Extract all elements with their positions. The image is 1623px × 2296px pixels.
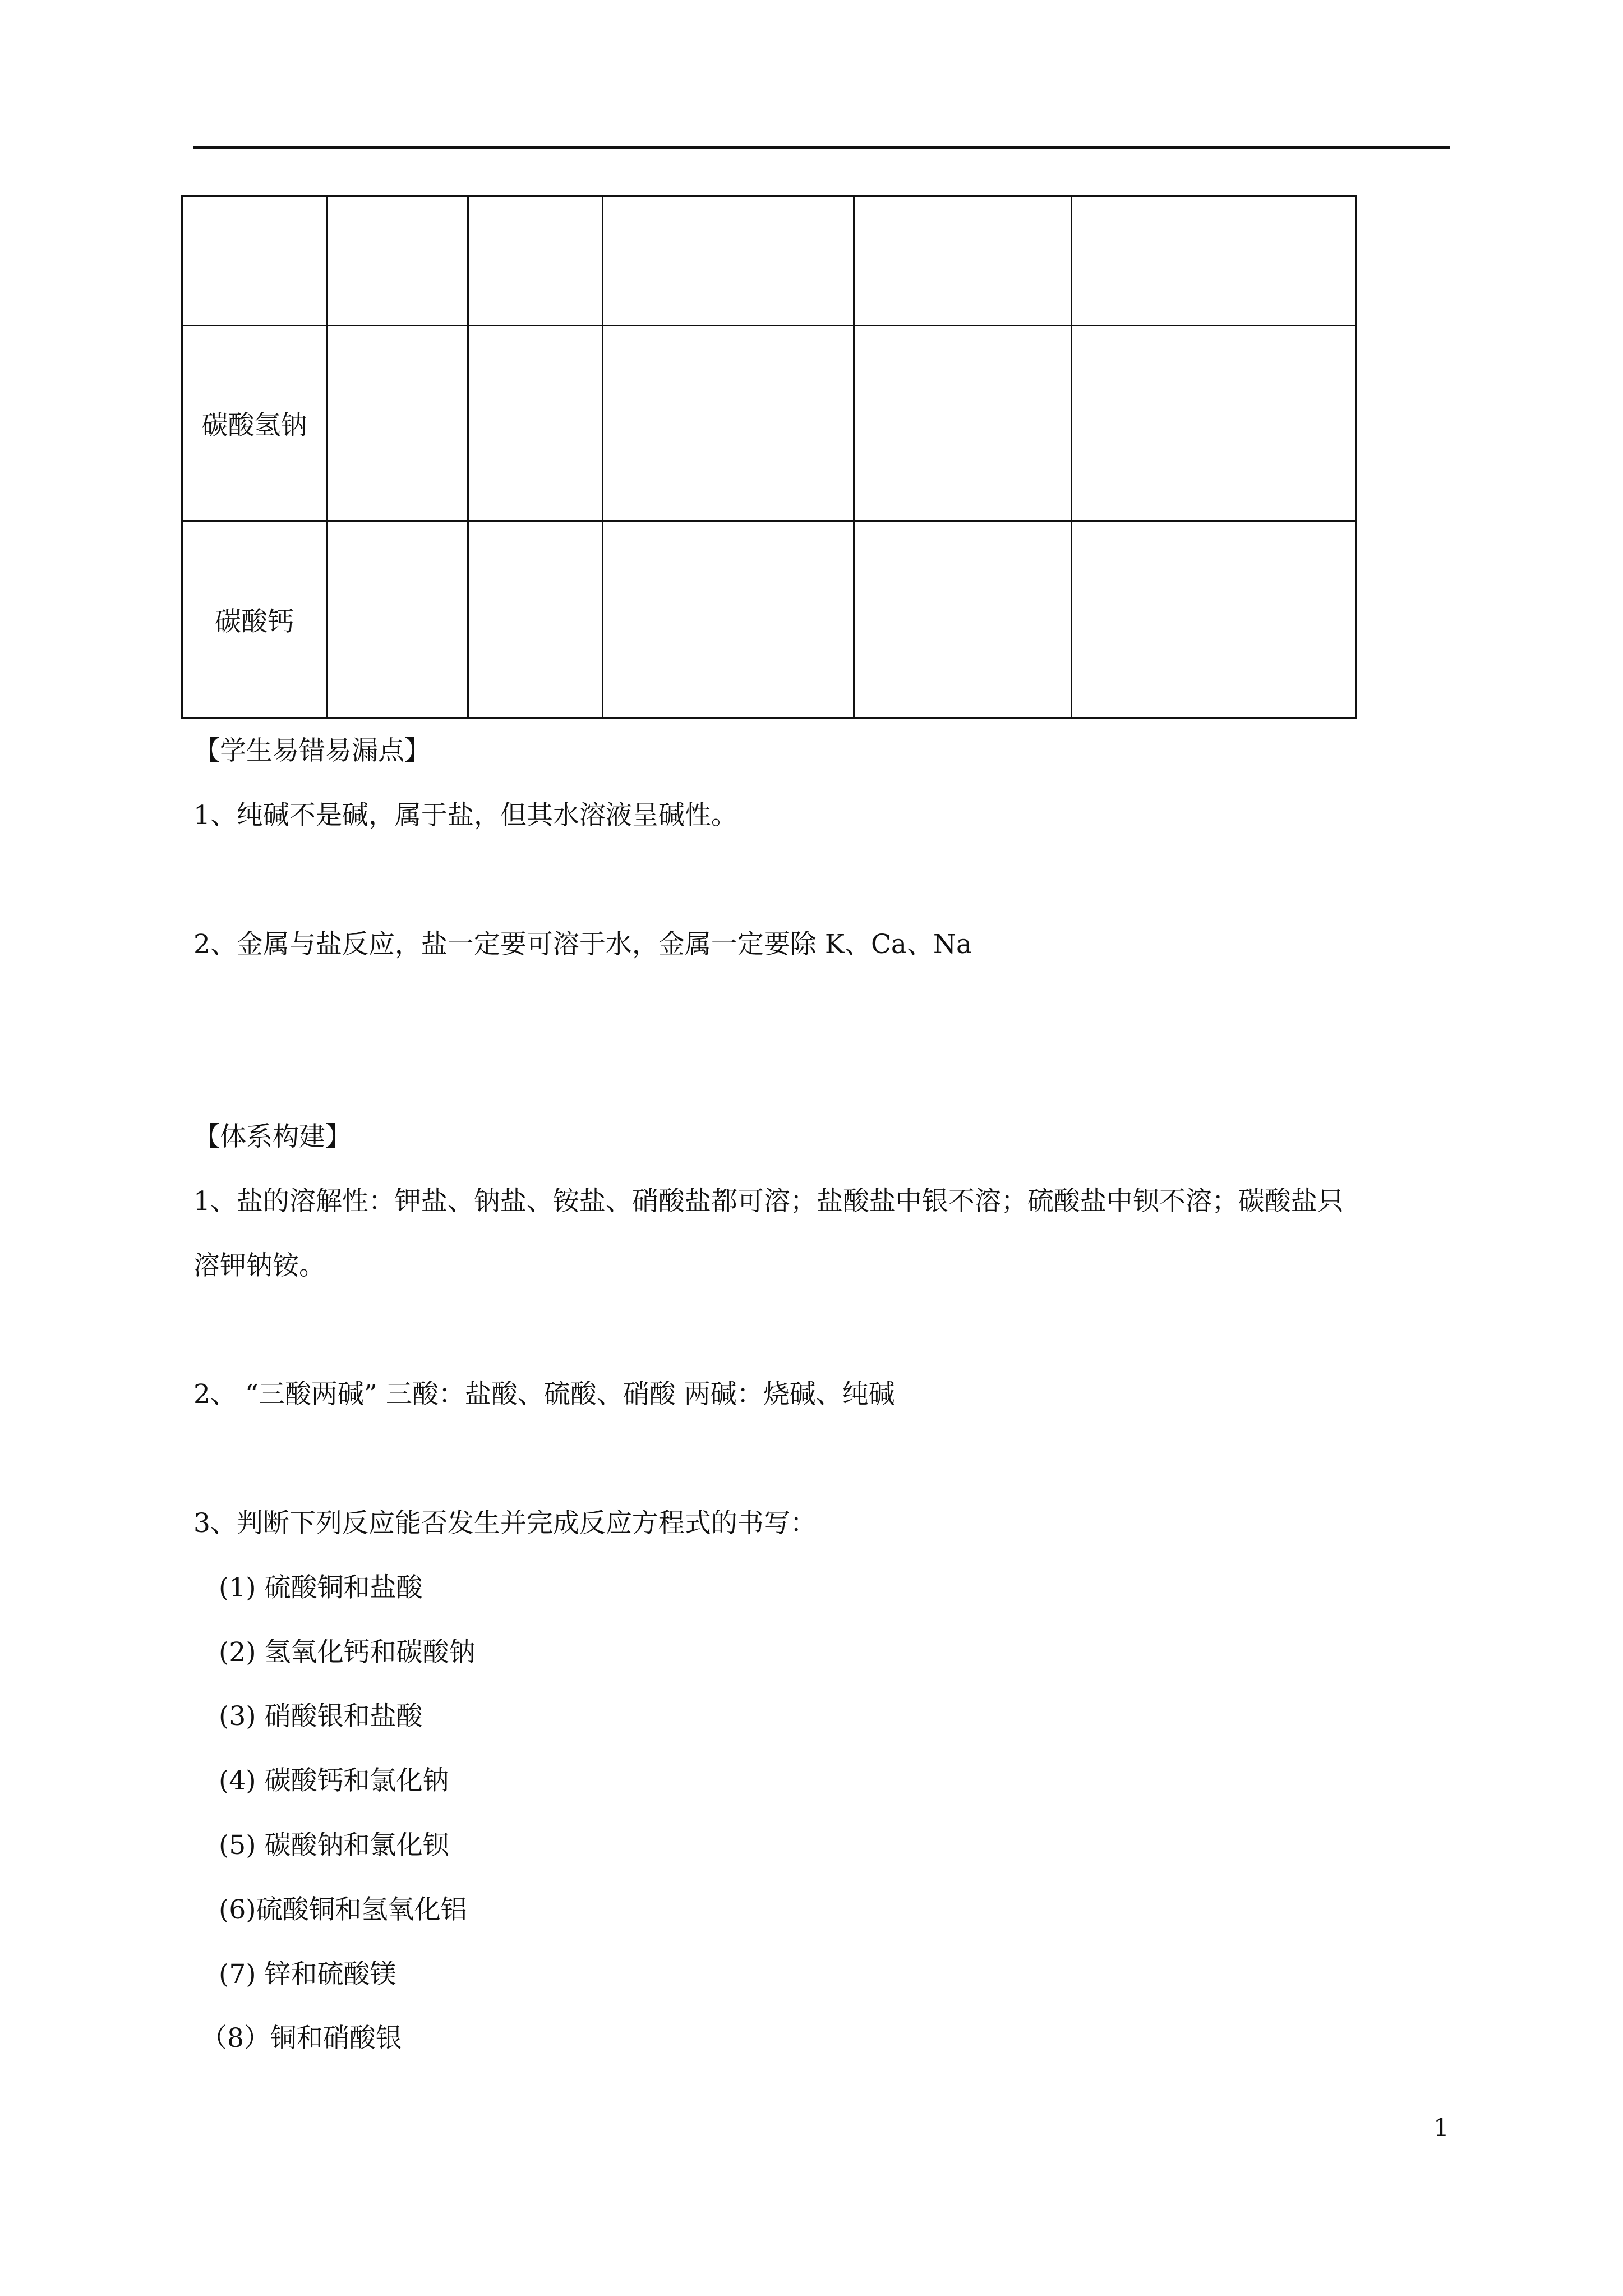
exercise-item: (7) 锌和硫酸镁 (219, 1959, 396, 1990)
error-point-2: 2、金属与盐反应，盐一定要可溶于水，金属一定要除 K、Ca、Na (193, 929, 972, 960)
system-heading: 【体系构建】 (193, 1121, 352, 1152)
errors-heading: 【学生易错易漏点】 (193, 735, 431, 766)
table-cell (603, 326, 854, 521)
table-cell (1072, 196, 1356, 326)
row-label: 碳酸氢钠 (182, 326, 327, 521)
table-cell (1072, 326, 1356, 521)
exercise-item: （8）铜和硝酸银 (201, 2023, 402, 2054)
page-number: 1 (1433, 2114, 1449, 2142)
table-cell (468, 521, 603, 719)
table-cell (327, 196, 468, 326)
exercise-item: (4) 碳酸钙和氯化钠 (219, 1765, 449, 1796)
row-label: 碳酸钙 (182, 521, 327, 719)
acids-bases-line: 2、 “三酸两碱” 三酸：盐酸、硫酸、硝酸 两碱：烧碱、纯碱 (193, 1379, 895, 1410)
table-cell (603, 521, 854, 719)
table-cell (468, 326, 603, 521)
table-cell (603, 196, 854, 326)
table-cell (468, 196, 603, 326)
comparison-table (181, 195, 1357, 719)
exercise-item: (6)硫酸铜和氢氧化铝 (219, 1894, 467, 1925)
header-rule (193, 146, 1450, 149)
table-cell (327, 521, 468, 719)
solubility-line-1: 1、盐的溶解性：钾盐、钠盐、铵盐、硝酸盐都可溶；盐酸盐中银不溶；硫酸盐中钡不溶；碳酸盐只 (193, 1186, 1344, 1217)
table-row (182, 521, 1356, 719)
table-cell (854, 521, 1072, 719)
table-cell (327, 326, 468, 521)
table-row (182, 326, 1356, 521)
exercise-item: (3) 硝酸银和盐酸 (219, 1701, 423, 1732)
exercise-item: (2) 氢氧化钙和碳酸钠 (219, 1637, 476, 1668)
exercise-item: (1) 硫酸铜和盐酸 (219, 1572, 423, 1603)
row-label (182, 196, 327, 326)
exercise-item: (5) 碳酸钠和氯化钡 (219, 1830, 449, 1861)
table-cell (854, 196, 1072, 326)
exercise-prompt: 3、判断下列反应能否发生并完成反应方程式的书写： (193, 1508, 817, 1539)
table-cell (854, 326, 1072, 521)
error-point-1: 1、纯碱不是碱，属于盐，但其水溶液呈碱性。 (193, 800, 737, 831)
table-cell (1072, 521, 1356, 719)
table-row (182, 196, 1356, 326)
solubility-line-2: 溶钾钠铵。 (193, 1250, 325, 1281)
